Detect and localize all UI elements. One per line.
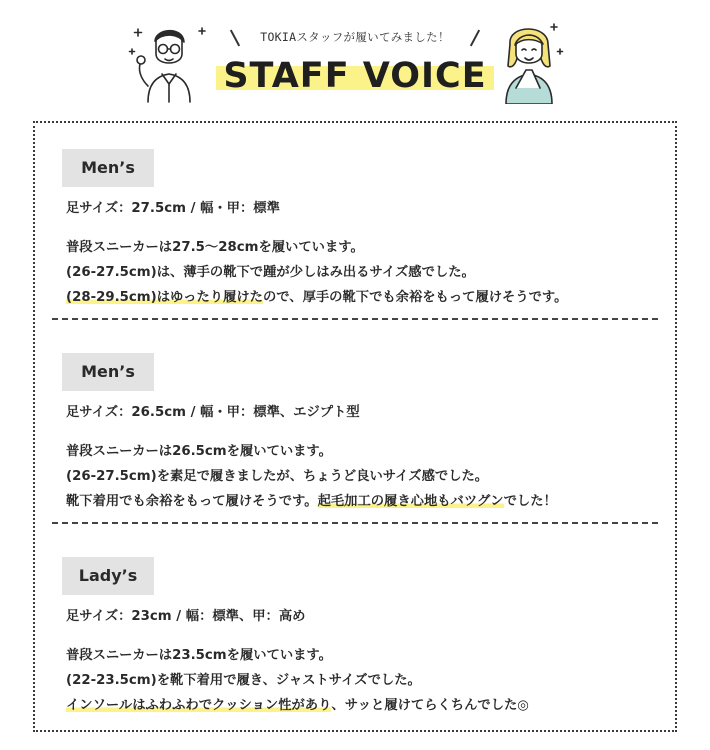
- review-line: (22-23.5cm)を靴下着用で履き、ジャストサイズでした。: [66, 673, 421, 688]
- review-line: 靴下着用でも余裕をもって履けそうです。起毛加工の履き心地もバツグンでした！: [66, 494, 557, 509]
- review-line: (26-27.5cm)は、薄手の靴下で踵が少しはみ出るサイズ感でした。: [66, 265, 475, 280]
- foot-size-text: 足サイズ：26.5cm / 幅・甲：標準、エジプト型: [66, 405, 360, 420]
- review-line: 普段スニーカーは26.5cmを履いています。: [66, 444, 332, 459]
- section-divider: [52, 318, 658, 320]
- highlighted-text: インソールはふわふわでクッション性があり: [66, 698, 332, 713]
- highlighted-text: 起毛加工の履き心地もバツグン: [317, 494, 504, 509]
- review-line: 普段スニーカーは27.5〜28cmを履いています。: [66, 240, 364, 255]
- review-text: [66, 439, 557, 514]
- page-title: STAFF VOICE: [223, 56, 487, 96]
- foot-size-text: 足サイズ：27.5cm / 幅・甲：標準: [66, 201, 280, 216]
- review-text: [66, 235, 567, 310]
- gender-badge: Lady’s: [62, 557, 154, 595]
- staff-woman-illustration: [496, 18, 566, 104]
- page-header: [0, 0, 710, 118]
- header-subtitle: TOKIAスタッフが履いてみました！: [260, 30, 450, 44]
- slash-right-decoration: [470, 30, 480, 47]
- review-line: (28-29.5cm)はゆったり履けたので、厚手の靴下でも余裕をもって履けそうです。: [66, 290, 568, 305]
- section-divider: [52, 522, 658, 524]
- review-text: [66, 643, 529, 718]
- review-line: (26-27.5cm)を素足で履きましたが、ちょうど良いサイズ感でした。: [66, 469, 489, 484]
- staff-man-illustration: [128, 14, 210, 104]
- foot-size-text: 足サイズ：23cm / 幅：標準、甲：高め: [66, 609, 306, 624]
- review-line: インソールはふわふわでクッション性があり、サッと履けてらくちんでした◎: [66, 698, 529, 713]
- highlighted-text: (28-29.5cm)はゆったり履けた: [66, 290, 263, 305]
- gender-badge: Men’s: [62, 353, 154, 391]
- review-line: 普段スニーカーは23.5cmを履いています。: [66, 648, 332, 663]
- slash-left-decoration: [230, 30, 240, 47]
- gender-badge: Men’s: [62, 149, 154, 187]
- subtitle-group: [226, 26, 484, 50]
